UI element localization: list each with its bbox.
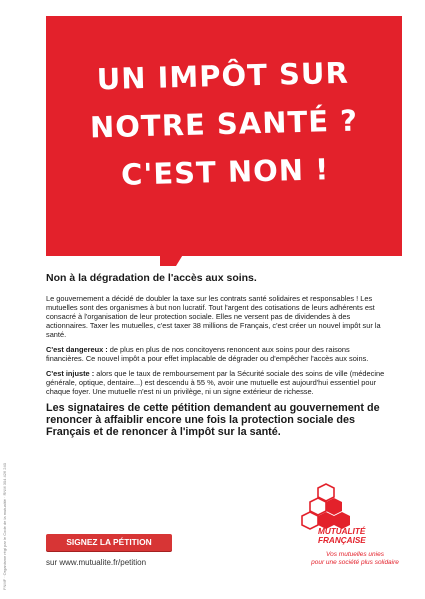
- headline-line-3: C'EST NON !: [120, 152, 330, 192]
- logo-wordmark: [318, 527, 366, 545]
- logo-tagline-line-1: Vos mutuelles unies: [326, 551, 384, 558]
- sign-petition-button[interactable]: SIGNEZ LA PÉTITION: [46, 534, 172, 551]
- logo-hexagon-4: [302, 512, 318, 529]
- headline: [44, 47, 404, 200]
- paragraph-dangerous-label: C'est dangereux :: [46, 345, 108, 354]
- speech-bubble-tail: [160, 240, 192, 266]
- paragraph-unfair: [46, 369, 386, 396]
- paragraph-unfair-text: alors que le taux de remboursement par la Sécurité sociale des soins de ville (médecine générale, optique, dentaire...) est descendu à 55 %, avoir une mutuelle est aujourd'hui essentiel pour chaque foyer. Une mutuelle n'est ni un privilège, ni un signe extérieur de richesse.: [46, 369, 385, 396]
- legal-side-text: FNMF · Organisme régi par le Code de la mutualité · RNM 304 426 240: [2, 463, 7, 590]
- logo-tagline-line-2: pour une société plus solidaire: [311, 559, 399, 566]
- paragraph-dangerous: [46, 345, 386, 363]
- paragraph-unfair-label: C'est injuste :: [46, 369, 95, 378]
- intro-title: Non à la dégradation de l'accès aux soins.: [46, 272, 257, 284]
- logo-wordmark-line-2: FRANÇAISE: [318, 536, 366, 545]
- logo-wordmark-line-1: MUTUALITÉ: [318, 527, 366, 536]
- headline-line-2: NOTRE SANTÉ ?: [89, 103, 359, 145]
- body-content: [46, 272, 386, 438]
- headline-line-1: UN IMPÔT SUR: [96, 55, 350, 97]
- paragraph-intro: Le gouvernement a décidé de doubler la taxe sur les contrats santé solidaires et responsables ! Les mutuelles sont des organismes à but non lucratif. Tout l'argent des cotisations de leurs adhérents est consacré à l'organisation de leur protection sociale. Elles ne versent pas de dividendes à des actionnaires. Taxer les mutuelles, c'est taxer 38 millions de Français, c'est créer un nouvel impôt sur la santé.: [46, 294, 381, 339]
- logo-tagline: [300, 551, 410, 567]
- petition-url[interactable]: sur www.mutualite.fr/petition: [46, 558, 147, 567]
- paragraph-dangerous-text: de plus en plus de nos concitoyens renoncent aux soins pour des raisons financières. Ce nouvel impôt a pour effet implacable de dégrader ou d'empêcher l'accès aux soins.: [46, 345, 369, 363]
- petition-statement: Les signataires de cette pétition demandent au gouvernement de renoncer à affaiblir encore une fois la protection sociale des Français et de renoncer à l'impôt sur la santé.: [46, 402, 380, 438]
